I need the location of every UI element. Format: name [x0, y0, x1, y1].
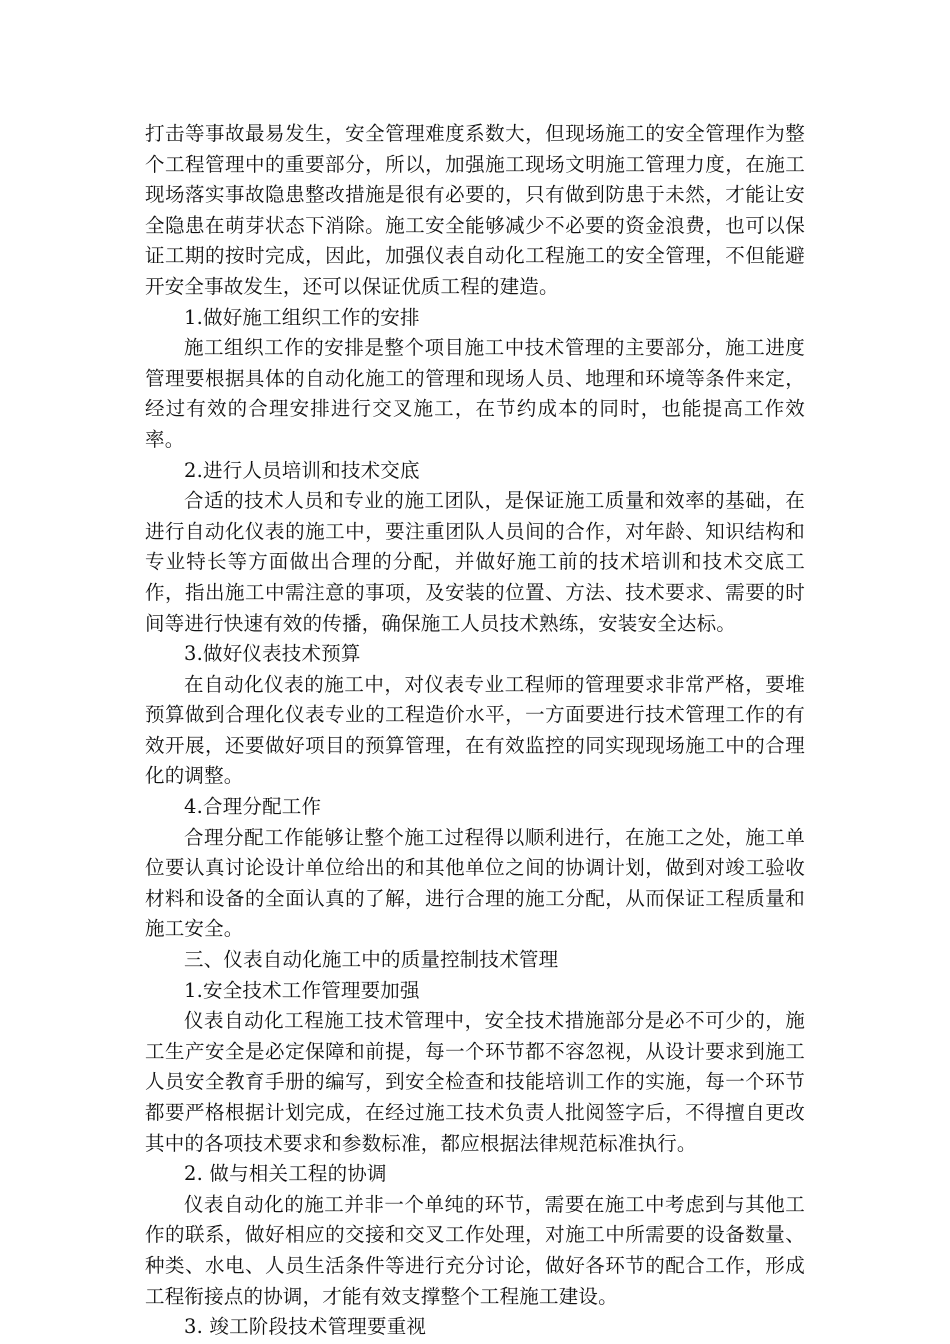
chapter-heading-3: 三、仪表自动化施工中的质量控制技术管理: [184, 948, 559, 972]
section-heading-2: 2.进行人员培训和技术交底: [184, 458, 420, 482]
paragraph: 合理分配工作能够让整个施工过程得以顺利进行，在施工之处，施工单位要认真讨论设计单位给出的和其他单位之间的协调计划，做到对竣工验收材料和设备的全面认真的了解，进行合理的施工分配，从而保证工程质量和施工安全。: [145, 825, 805, 941]
section-heading-1: 1.安全技术工作管理要加强: [184, 978, 420, 1002]
section-heading-1: 1.做好施工组织工作的安排: [184, 305, 420, 329]
paragraph-continued: 打击等事故最易发生，安全管理难度系数大，但现场施工的安全管理作为整个工程管理中的重要部分，所以，加强施工现场文明施工管理力度，在施工现场落实事故隐患整改措施是很有必要的，只有做到防患于未然，才能让安全隐患在萌芽状态下消除。施工安全能够减少不必要的资金浪费，也可以保证工期的按时完成，因此，加强仪表自动化工程施工的安全管理，不但能避开安全事故发生，还可以保证优质工程的建造。: [145, 122, 805, 298]
section-heading-3: 3.做好仪表技术预算: [184, 642, 361, 666]
paragraph: 施工组织工作的安排是整个项目施工中技术管理的主要部分，施工进度管理要根据具体的自动化施工的管理和现场人员、地理和环境等条件来定，经过有效的合理安排进行交叉施工，在节约成本的同时，也能提高工作效率。: [145, 336, 805, 451]
paragraph: 仪表自动化的施工并非一个单纯的环节，需要在施工中考虑到与其他工作的联系，做好相应的交接和交叉工作处理，对施工中所需要的设备数量、种类、水电、人员生活条件等进行充分讨论，做好各环节的配合工作，形成工程衔接点的协调，才能有效支撑整个工程施工建设。: [145, 1192, 805, 1308]
section-heading-4: 4.合理分配工作: [184, 795, 322, 819]
paragraph: 仪表自动化工程施工技术管理中，安全技术措施部分是必不可少的，施工生产安全是必定保障和前提，每一个环节都不容忽视，从设计要求到施工人员安全教育手册的编写，到安全检查和技能培训工作的实施，每一个环节都要严格根据计划完成，在经过施工技术负责人批阅签字后，不得擅自更改其中的各项技术要求和参数标准，都应根据法律规范标准执行。: [145, 1009, 805, 1155]
paragraph: 合适的技术人员和专业的施工团队，是保证施工质量和效率的基础，在进行自动化仪表的施工中，要注重团队人员间的合作，对年龄、知识结构和专业特长等方面做出合理的分配，并做好施工前的技术培训和技术交底工作，指出施工中需注意的事项，及安装的位置、方法、技术要求、需要的时间等进行快速有效的传播，确保施工人员技术熟练，安装安全达标。: [145, 489, 805, 635]
section-heading-3: 3. 竣工阶段技术管理要重视: [184, 1315, 427, 1339]
section-heading-2: 2. 做与相关工程的协调: [184, 1162, 387, 1186]
document-body: [145, 119, 805, 1343]
paragraph: 在自动化仪表的施工中，对仪表专业工程师的管理要求非常严格，要堆预算做到合理化仪表专业的工程造价水平，一方面要进行技术管理工作的有效开展，还要做好项目的预算管理，在有效监控的同实现现场施工中的合理化的调整。: [145, 672, 805, 788]
